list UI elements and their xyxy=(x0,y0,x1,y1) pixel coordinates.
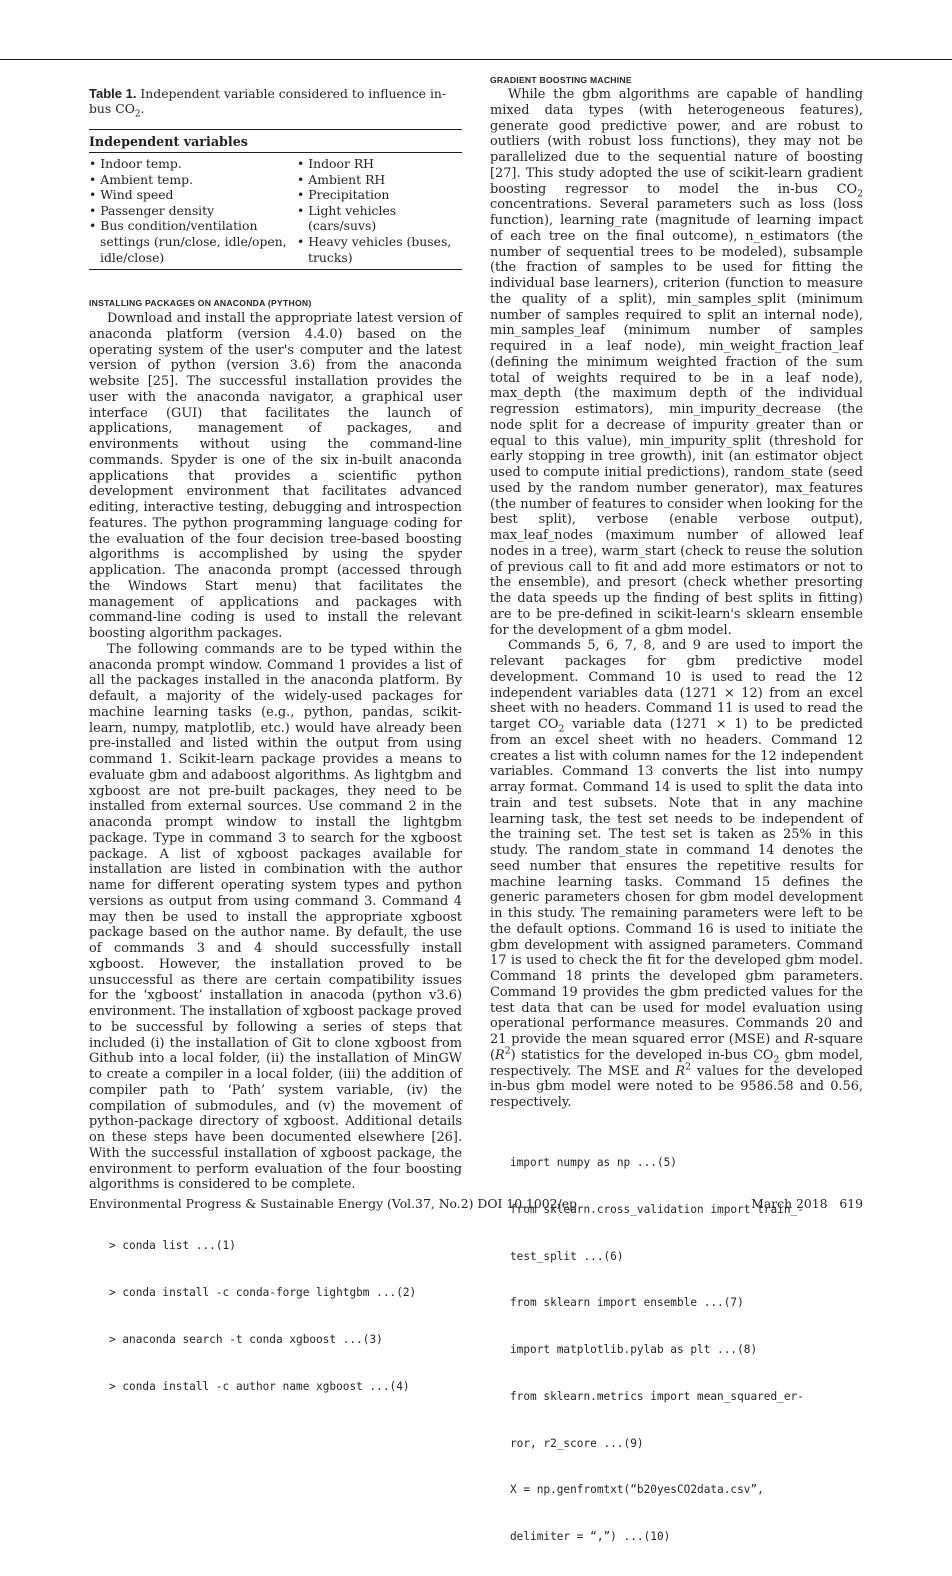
table-cell: • Light vehicles (cars/suvs) xyxy=(297,202,397,234)
table-cell: • Wind speed xyxy=(89,187,174,203)
section-heading-gbm: GRADIENT BOOSTING MACHINE xyxy=(490,75,632,85)
table-label: Table 1. xyxy=(89,86,137,101)
table-cell: • Ambient temp. xyxy=(89,171,194,187)
table-cell: • Precipitation xyxy=(297,187,390,203)
code-line: > conda install -c conda-forge lightgbm ...(2) xyxy=(109,1286,417,1300)
code-line: from sklearn.cross_validation import train_- xyxy=(510,1202,804,1216)
table-caption: Table 1. Independent variable considered to influence in-bus $CO_2$. xyxy=(89,86,447,120)
code-line: > anaconda search -t conda xgboost ...(3) xyxy=(109,1332,383,1346)
paragraph: While the gbm algorithms are capable of handling mixed data types (with heterogeneous features), generate good predictive power, and are robust to outliers (with robust loss functions), they may not be parallelized due to the sequential nature of boosting [27]. This study adopted the use of scikit-learn gradient boosting regressor to model the in-bus $CO_2$ concentrations. Several parameters such as loss (loss function), learning_rate (magnitude of learning impact of each tree on the final outcome), n_estimators (the number of sequential trees to be modeled), subsample (the fraction of samples to be used for fitting the individual base learners), criterion (function to measure the quality of a split), min_samples_split (minimum number of samples required to split an internal node), min_samples_leaf (minimum number of samples required in a leaf node), min_weight_fraction_leaf (defining the minimum weighted fraction of the sum total of weights required to be in a leaf node), max_depth (the maximum depth of the individual regression estimators), min_impurity_decrease (the node split for a decrease of impurity greater than or equal to this value), min_impurity_split (threshold for early stopping in tree growth), init (an estimator object used to compute initial predictions), random_state (seed used by the random number generator), max_features (the number of features to consider when looking for the best split), verbose (enable verbose output), max_leaf_nodes (maximum number of allowed leaf nodes in a tree), warm_start (check to reuse the solution of previous call to fit and add more estimators or not to the ensemble), and presort (check whether presorting the data speeds up the finding of best splits in fitting) are to be pre-defined in scikit-learn's sklearn ensemble for the development of a gbm model. xyxy=(490,87,863,638)
paragraph: Download and install the appropriate latest version of anaconda platform (version 4.4.0) based on the operating system of the user's computer and the latest version of python (version 3.6) from the anaconda website [25]. The successful installation provides the user with the anaconda navigator, a graphical user interface (GUI) that facilitates the launch of applications, management of packages, and environments without using the command-line commands. Spyder is one of the six in-built anaconda applications that provides a scientific python development environment that facilitates advanced editing, interactive testing, debugging and introspection features. The python programming language coding for the evaluation of the four decision tree-based boosting algorithms is accomplished by using the spyder application. The anaconda prompt (accessed through the Windows Start menu) that facilitates the management of applications and packages with command-line coding is used to install the relevant boosting algorithm packages. xyxy=(89,311,462,642)
table-cell: • Bus condition/ventilation settings (run/close, idle/open, idle/close) xyxy=(89,218,287,265)
table-column-1 xyxy=(89,156,297,265)
table-header: Independent variables xyxy=(89,130,462,153)
code-line: import numpy as np ...(5) xyxy=(510,1155,677,1169)
section-heading-installing: INSTALLING PACKAGES ON ANACONDA (PYTHON) xyxy=(89,298,312,309)
footer-journal: Environmental Progress & Sustainable Energy (Vol.37, No.2) DOI 10.1002/ep xyxy=(89,1196,577,1211)
table-cell: • Ambient RH xyxy=(297,171,386,187)
paragraph: The following commands are to be typed within the anaconda prompt window. Command 1 provides a list of all the packages installed in the anaconda platform. By default, a majority of the widely-used packages for machine learning tasks (e.g., python, pandas, scikit-learn, numpy, matplotlib, etc.) would have already been pre-installed and listed within the output from using command 1. Scikit-learn package provides a means to evaluate gbm and adaboost algorithms. As lightgbm and xgboost are not pre-built packages, they need to be installed from external sources. Use command 2 in the anaconda prompt window to install the lightgbm package. Type in command 3 to search for the xgboost package. A list of xgboost packages available for installation are listed in combination with the author name for different operating system types and python versions as output from using command 3. Command 4 may then be used to install the appropriate xgboost package based on the author name. By default, the use of commands 3 and 4 should successfully install xgboost. However, the installation proved to be unsuccessful as there are certain compatibility issues for the ‘xgboost’ installation in anacoda (python v3.6) environment. The installation of xgboost package proved to be successful by following a series of steps that included (i) the installation of Git to clone xgboost from Github into a local folder, (ii) the installation of MinGW to create a compiler in a local folder, (iii) the addition of compiler path to ‘Path’ system variable, (iv) the compilation of submodules, and (v) the movement of python-package directory of xgboost. Additional details on these steps have been documented elsewhere [26]. With the successful installation of xgboost package, the environment to perform evaluation of the four boosting algorithms is considered to be complete. xyxy=(89,641,462,1193)
code-line: ror, r2_score ...(9) xyxy=(510,1436,644,1450)
code-line: X = np.genfromtxt(“b20yesCO2data.csv”, xyxy=(510,1483,764,1497)
table-cell: • Heavy vehicles (buses, trucks) xyxy=(297,233,452,265)
table-caption-text: Independent variable considered to influence in-bus CO xyxy=(89,86,447,116)
table-column-2 xyxy=(297,156,462,265)
code-block-commands-1-4 xyxy=(89,1207,462,1425)
left-column xyxy=(89,60,462,1425)
code-line: from sklearn.metrics import mean_squared_er- xyxy=(510,1389,804,1403)
right-column xyxy=(490,60,863,1576)
code-line: import matplotlib.pylab as plt ...(8) xyxy=(510,1343,758,1357)
code-line: from sklearn import ensemble ...(7) xyxy=(510,1296,744,1310)
table-cell: • Passenger density xyxy=(89,202,215,218)
code-line: > conda list ...(1) xyxy=(109,1239,236,1253)
code-block-commands-5-10 xyxy=(490,1124,863,1576)
footer-date-page: March 2018 619 xyxy=(751,1196,863,1211)
table-cell: • Indoor RH xyxy=(297,156,374,171)
table-caption-subscript: 2 xyxy=(134,109,141,120)
code-line: > conda install -c author name xgboost ...(4) xyxy=(109,1379,410,1393)
paragraph: Commands 5, 6, 7, 8, and 9 are used to import the relevant packages for gbm predictive model development. Command 10 is used to read the 12 independent variables data (1271 × 12) from an excel sheet with no headers. Command 11 is used to read the target $CO_2$ variable data (1271 × 1) to be predicted from an excel sheet with no headers. Command 12 creates a list with column names for the 12 independent variables. Command 13 converts the list into numpy array format. Command 14 is used to split the data into train and test subsets. Note that in any machine learning task, the test set needs to be independent of the training set. The test set is taken as 25% in this study. The random_state in command 14 denotes the seed number that ensures the repetitive results for machine learning tasks. Command 15 defines the generic parameters chosen for gbm model development in this study. The remaining parameters were left to be the default options. Command 16 is used to initiate the gbm development with assigned parameters. Command 17 is used to check the fit for the developed gbm model. Command 18 prints the developed gbm parameters. Command 19 provides the gbm predicted values for the test data that can be used for model evaluation using operational performance measures. Commands 20 and 21 provide the mean squared error (MSE) and R-square $(R^2)$ statistics for the developed in-bus $CO_2$ gbm model, respectively. The MSE and $R^2$ values for the developed in-bus gbm model were noted to be 9586.58 and 0.56, respectively. xyxy=(490,638,863,1110)
independent-variables-table xyxy=(89,129,462,270)
table-cell: • Indoor temp. xyxy=(89,156,182,171)
code-line: test_split ...(6) xyxy=(510,1249,624,1263)
code-line: delimiter = “,”) ...(10) xyxy=(510,1530,671,1544)
